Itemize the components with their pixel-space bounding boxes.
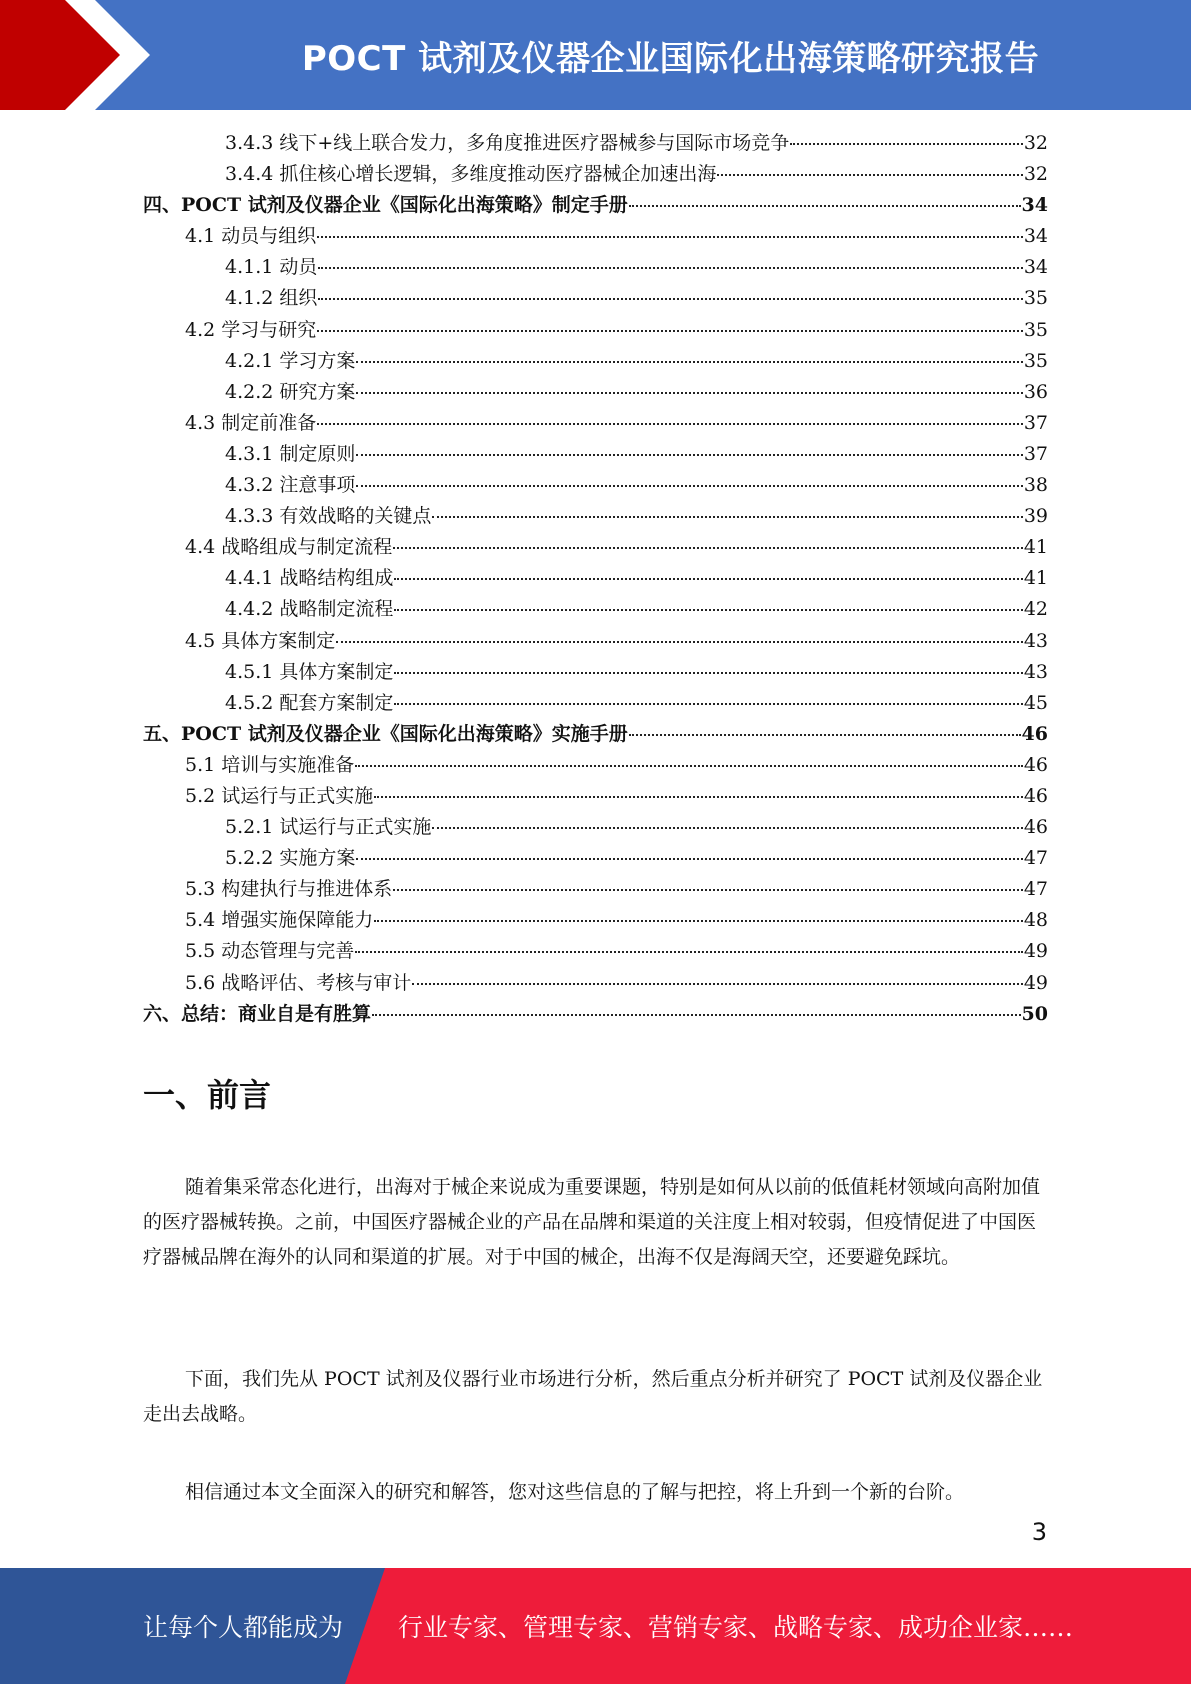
toc-entry-title: 4.5 具体方案制定 [185, 629, 336, 652]
toc-entry-title: 5.5 动态管理与完善 [185, 940, 355, 963]
toc-entry-title: 4.2 学习与研究 [185, 318, 317, 341]
toc-entry-title: 4.3.1 制定原则 [225, 442, 356, 465]
toc-dot-leader [629, 734, 1021, 736]
toc-entry[interactable] [143, 719, 1048, 750]
toc-entry-page: 35 [1023, 349, 1048, 372]
toc-entry[interactable] [143, 563, 1048, 594]
toc-dot-leader [717, 174, 1022, 176]
toc-dot-leader [432, 827, 1022, 829]
toc-entry-page: 32 [1023, 163, 1048, 186]
toc-entry-title: 5.2 试运行与正式实施 [185, 784, 374, 807]
toc-entry-page: 38 [1023, 474, 1048, 497]
page-number: 3 [1031, 1518, 1047, 1546]
toc-entry-page: 49 [1023, 971, 1048, 994]
toc-entry-page: 50 [1021, 1002, 1048, 1025]
toc-entry-page: 37 [1023, 442, 1048, 465]
toc-entry-title: 五、POCT 试剂及仪器企业《国际化出海策略》实施手册 [143, 722, 628, 745]
toc-entry-title: 4.5.2 配套方案制定 [225, 691, 394, 714]
toc-entry[interactable] [143, 283, 1048, 314]
toc-entry[interactable] [143, 626, 1048, 657]
toc-dot-leader [432, 516, 1022, 518]
toc-dot-leader [317, 330, 1023, 332]
toc-entry-title: 4.3.2 注意事项 [225, 474, 356, 497]
header-title: POCT 试剂及仪器企业国际化出海策略研究报告 [301, 38, 1040, 79]
toc-entry-page: 35 [1023, 318, 1048, 341]
toc-entry-title: 六、总结：商业自是有胜算 [143, 1002, 372, 1025]
toc-entry-title: 4.2.1 学习方案 [225, 349, 356, 372]
toc-entry-page: 49 [1023, 940, 1048, 963]
toc-entry-page: 34 [1021, 194, 1048, 217]
toc-entry-title: 5.2.2 实施方案 [225, 847, 356, 870]
toc-entry-title: 4.2.2 研究方案 [225, 380, 356, 403]
toc-entry[interactable] [143, 190, 1048, 221]
toc-entry-title: 4.4 战略组成与制定流程 [185, 536, 393, 559]
toc-dot-leader [317, 236, 1023, 238]
toc-entry-title: 4.1 动员与组织 [185, 225, 317, 248]
header-chevron-logo [0, 0, 160, 110]
toc-entry[interactable] [143, 843, 1048, 874]
paragraph-conclusion: 相信通过本文全面深入的研究和解答，您对这些信息的了解与把控，将上升到一个新的台阶。 [185, 1481, 965, 1503]
toc-entry-page: 34 [1023, 225, 1048, 248]
toc-dot-leader [629, 205, 1021, 207]
toc-dot-leader [356, 485, 1022, 487]
toc-entry[interactable] [143, 936, 1048, 967]
section-heading: 一、前言 [143, 1076, 272, 1114]
page-footer [0, 1568, 1191, 1684]
toc-dot-leader [356, 454, 1022, 456]
toc-entry[interactable] [143, 221, 1048, 252]
toc-dot-leader [355, 765, 1023, 767]
toc-dot-leader [356, 361, 1022, 363]
toc-dot-leader [393, 889, 1023, 891]
toc-entry[interactable] [143, 346, 1048, 377]
footer-slogan-right: 行业专家、管理专家、营销专家、战略专家、成功企业家…… [398, 1613, 1074, 1642]
toc-entry-title: 4.4.1 战略结构组成 [225, 567, 394, 590]
toc-entry[interactable] [143, 128, 1048, 159]
toc-entry[interactable] [143, 532, 1048, 563]
toc-entry-title: 5.3 构建执行与推进体系 [185, 878, 393, 901]
toc-entry-title: 4.1.1 动员 [225, 256, 318, 279]
toc-entry-page: 39 [1023, 505, 1048, 528]
toc-entry[interactable] [143, 439, 1048, 470]
toc-entry[interactable] [143, 874, 1048, 905]
toc-entry-page: 46 [1021, 722, 1048, 745]
toc-entry-title: 4.4.2 战略制定流程 [225, 598, 394, 621]
toc-dot-leader [393, 547, 1023, 549]
toc-entry-title: 5.1 培训与实施准备 [185, 753, 355, 776]
toc-entry-title: 4.3.3 有效战略的关键点 [225, 505, 432, 528]
toc-entry-page: 46 [1023, 753, 1048, 776]
toc-entry[interactable] [143, 501, 1048, 532]
toc-entry-title: 四、POCT 试剂及仪器企业《国际化出海策略》制定手册 [143, 194, 628, 217]
toc-dot-leader [394, 672, 1022, 674]
toc-entry-page: 32 [1023, 132, 1048, 154]
toc-entry-page: 36 [1023, 380, 1048, 403]
toc-entry[interactable] [143, 408, 1048, 439]
toc-entry-page: 48 [1023, 909, 1048, 932]
page-header [0, 0, 1191, 110]
toc-entry[interactable] [143, 999, 1048, 1030]
toc-entry-page: 45 [1023, 691, 1048, 714]
toc-entry[interactable] [143, 905, 1048, 936]
toc-entry-page: 42 [1023, 598, 1048, 621]
toc-dot-leader [394, 609, 1022, 611]
toc-entry-title: 3.4.3 线下+线上联合发力，多角度推进医疗器械参与国际市场竞争 [225, 132, 790, 154]
toc-entry-page: 46 [1023, 816, 1048, 839]
toc-entry[interactable] [143, 252, 1048, 283]
toc-entry-page: 34 [1023, 256, 1048, 279]
toc-entry[interactable] [143, 377, 1048, 408]
toc-entry[interactable] [143, 657, 1048, 688]
toc-dot-leader [790, 143, 1023, 145]
toc-dot-leader [374, 920, 1023, 922]
footer-slogan-left: 让每个人都能成为 [143, 1613, 344, 1642]
toc-entry-title: 5.6 战略评估、考核与审计 [185, 971, 412, 994]
toc-entry[interactable] [143, 594, 1048, 625]
toc-dot-leader [356, 858, 1022, 860]
toc-dot-leader [374, 796, 1023, 798]
toc-entry-page: 35 [1023, 287, 1048, 310]
toc-entry-title: 3.4.4 抓住核心增长逻辑，多维度推动医疗器械企加速出海 [225, 163, 717, 186]
toc-entry-page: 47 [1023, 878, 1048, 901]
toc-entry-page: 46 [1023, 784, 1048, 807]
toc-entry-page: 41 [1023, 536, 1048, 559]
toc-entry-title: 4.3 制定前准备 [185, 411, 317, 434]
toc-entry-page: 43 [1023, 629, 1048, 652]
toc-entry[interactable] [143, 781, 1048, 812]
toc-dot-leader [394, 703, 1022, 705]
paragraph-intro: 随着集采常态化进行，出海对于械企来说成为重要课题，特别是如何从以前的低值耗材领域向高附加值的医疗器械转换。之前，中国医疗器械企业的产品在品牌和渠道的关注度上相对较弱，但疫情促进了中国医疗器械品牌在海外的认同和渠道的扩展。对于中国的械企，出海不仅是海阔天空，还要避免踩坑。 [143, 1176, 1041, 1268]
paragraph-analysis: 下面，我们先从 POCT 试剂及仪器行业市场进行分析，然后重点分析并研究了 POCT 试剂及仪器企业走出去战略。 [143, 1368, 1043, 1425]
toc-dot-leader [318, 267, 1022, 269]
toc-entry-title: 4.5.1 具体方案制定 [225, 660, 394, 683]
toc-entry-page: 37 [1023, 411, 1048, 434]
table-of-contents [143, 128, 1048, 1030]
toc-entry[interactable] [143, 159, 1048, 190]
toc-entry-page: 47 [1023, 847, 1048, 870]
toc-dot-leader [412, 983, 1023, 985]
toc-dot-leader [356, 392, 1022, 394]
toc-entry-title: 5.2.1 试运行与正式实施 [225, 816, 432, 839]
toc-entry[interactable] [143, 688, 1048, 719]
toc-entry-title: 4.1.2 组织 [225, 287, 318, 310]
toc-dot-leader [355, 951, 1023, 953]
toc-entry[interactable] [143, 470, 1048, 501]
toc-entry-title: 5.4 增强实施保障能力 [185, 909, 374, 932]
toc-dot-leader [372, 1014, 1021, 1016]
toc-entry-page: 41 [1023, 567, 1048, 590]
toc-entry[interactable] [143, 812, 1048, 843]
toc-dot-leader [394, 578, 1022, 580]
toc-entry[interactable] [143, 750, 1048, 781]
toc-entry[interactable] [143, 968, 1048, 999]
toc-dot-leader [317, 423, 1023, 425]
toc-entry[interactable] [143, 315, 1048, 346]
toc-dot-leader [336, 641, 1023, 643]
toc-entry-page: 43 [1023, 660, 1048, 683]
toc-dot-leader [318, 298, 1022, 300]
